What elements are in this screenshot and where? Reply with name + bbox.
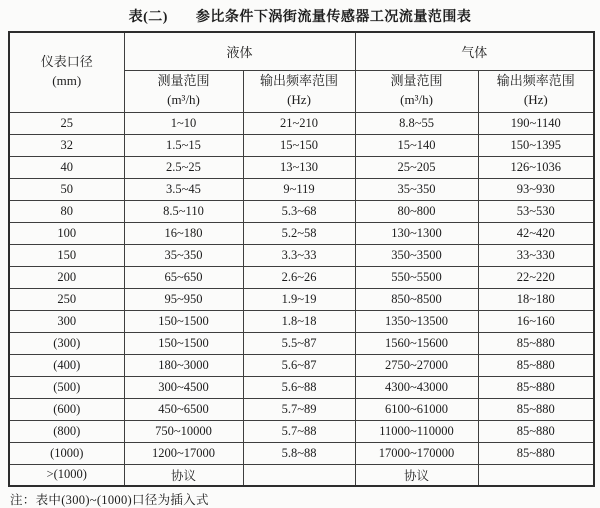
table-row xyxy=(9,266,594,288)
corner-header-line2: (mm) xyxy=(52,73,82,89)
cell-gas-freq xyxy=(478,464,594,486)
cell-gas-freq: 150~1395 xyxy=(478,134,594,156)
cell-gas-range: 35~350 xyxy=(355,178,478,200)
table-body xyxy=(9,112,594,486)
cell-liquid-freq: 5.5~87 xyxy=(243,332,355,354)
cell-gas-freq: 53~530 xyxy=(478,200,594,222)
cell-gas-range: 130~1300 xyxy=(355,222,478,244)
table-row xyxy=(9,288,594,310)
cell-gas-freq: 42~420 xyxy=(478,222,594,244)
table-row xyxy=(9,200,594,222)
subheader-label: 测量范围 xyxy=(390,73,443,89)
cell-gas-range: 17000~170000 xyxy=(355,442,478,464)
table-row xyxy=(9,464,594,486)
table-row xyxy=(9,376,594,398)
cell-diameter: (800) xyxy=(9,420,124,442)
group-header-liquid: 液体 xyxy=(124,32,355,70)
table-row xyxy=(9,442,594,464)
subheader-label: 测量范围 xyxy=(157,73,210,89)
cell-diameter: 300 xyxy=(9,310,124,332)
cell-liquid-range: 180~3000 xyxy=(124,354,243,376)
cell-liquid-freq: 9~119 xyxy=(243,178,355,200)
cell-liquid-freq: 5.3~68 xyxy=(243,200,355,222)
table-row xyxy=(9,244,594,266)
cell-diameter: (1000) xyxy=(9,442,124,464)
cell-liquid-range: 65~650 xyxy=(124,266,243,288)
flow-range-table xyxy=(8,31,595,487)
cell-gas-freq: 85~880 xyxy=(478,354,594,376)
cell-gas-freq: 85~880 xyxy=(478,332,594,354)
cell-gas-range: 6100~61000 xyxy=(355,398,478,420)
cell-diameter: 50 xyxy=(9,178,124,200)
subheader-liquid-range xyxy=(124,70,243,112)
cell-liquid-freq: 1.9~19 xyxy=(243,288,355,310)
cell-liquid-freq: 1.8~18 xyxy=(243,310,355,332)
cell-gas-range: 350~3500 xyxy=(355,244,478,266)
cell-gas-freq: 126~1036 xyxy=(478,156,594,178)
cell-diameter: 80 xyxy=(9,200,124,222)
cell-liquid-range: 450~6500 xyxy=(124,398,243,420)
cell-gas-range: 1560~15600 xyxy=(355,332,478,354)
cell-gas-freq: 16~160 xyxy=(478,310,594,332)
cell-liquid-range: 2.5~25 xyxy=(124,156,243,178)
cell-liquid-range: 1.5~15 xyxy=(124,134,243,156)
cell-gas-freq: 85~880 xyxy=(478,398,594,420)
footnote: 注：表中(300)~(1000)口径为插入式 xyxy=(10,493,209,507)
cell-liquid-range: 协议 xyxy=(124,464,243,486)
cell-gas-range: 协议 xyxy=(355,464,478,486)
cell-diameter: 150 xyxy=(9,244,124,266)
cell-liquid-range: 35~350 xyxy=(124,244,243,266)
cell-liquid-freq: 2.6~26 xyxy=(243,266,355,288)
cell-diameter: 100 xyxy=(9,222,124,244)
table-row xyxy=(9,134,594,156)
cell-diameter: (500) xyxy=(9,376,124,398)
cell-liquid-range: 750~10000 xyxy=(124,420,243,442)
cell-diameter: 32 xyxy=(9,134,124,156)
table-header xyxy=(9,32,594,112)
cell-gas-freq: 85~880 xyxy=(478,420,594,442)
cell-gas-range: 550~5500 xyxy=(355,266,478,288)
cell-liquid-range: 1200~17000 xyxy=(124,442,243,464)
subheader-unit: (m³/h) xyxy=(400,92,433,107)
cell-gas-freq: 190~1140 xyxy=(478,112,594,134)
cell-gas-freq: 85~880 xyxy=(478,376,594,398)
cell-liquid-freq: 5.6~87 xyxy=(243,354,355,376)
table-row xyxy=(9,156,594,178)
cell-diameter: 25 xyxy=(9,112,124,134)
subheader-unit: (Hz) xyxy=(287,92,311,107)
cell-gas-freq: 85~880 xyxy=(478,442,594,464)
cell-liquid-freq: 3.3~33 xyxy=(243,244,355,266)
table-title-text: 参比条件下涡街流量传感器工况流量范围表 xyxy=(195,10,472,25)
subheader-gas-freq xyxy=(478,70,594,112)
cell-liquid-freq: 5.7~89 xyxy=(243,398,355,420)
cell-liquid-freq: 5.6~88 xyxy=(243,376,355,398)
cell-gas-freq: 33~330 xyxy=(478,244,594,266)
cell-gas-range: 4300~43000 xyxy=(355,376,478,398)
table-row xyxy=(9,332,594,354)
cell-liquid-range: 16~180 xyxy=(124,222,243,244)
cell-gas-range: 15~140 xyxy=(355,134,478,156)
corner-header-diameter xyxy=(9,32,124,112)
cell-liquid-range: 3.5~45 xyxy=(124,178,243,200)
table-row xyxy=(9,178,594,200)
cell-diameter: >(1000) xyxy=(9,464,124,486)
table-row xyxy=(9,112,594,134)
table-row xyxy=(9,354,594,376)
group-header-gas: 气体 xyxy=(355,32,594,70)
cell-gas-range: 25~205 xyxy=(355,156,478,178)
cell-gas-range: 8.8~55 xyxy=(355,112,478,134)
cell-diameter: 40 xyxy=(9,156,124,178)
table-row xyxy=(9,420,594,442)
page-title xyxy=(0,6,600,26)
cell-gas-range: 2750~27000 xyxy=(355,354,478,376)
subheader-liquid-freq xyxy=(243,70,355,112)
cell-liquid-freq: 15~150 xyxy=(243,134,355,156)
cell-liquid-freq: 21~210 xyxy=(243,112,355,134)
cell-liquid-freq xyxy=(243,464,355,486)
cell-liquid-freq: 5.8~88 xyxy=(243,442,355,464)
cell-gas-freq: 18~180 xyxy=(478,288,594,310)
cell-diameter: (400) xyxy=(9,354,124,376)
cell-liquid-range: 1~10 xyxy=(124,112,243,134)
cell-liquid-range: 150~1500 xyxy=(124,310,243,332)
subheader-gas-range xyxy=(355,70,478,112)
cell-diameter: (300) xyxy=(9,332,124,354)
cell-diameter: 250 xyxy=(9,288,124,310)
cell-gas-freq: 93~930 xyxy=(478,178,594,200)
cell-liquid-range: 300~4500 xyxy=(124,376,243,398)
cell-gas-range: 850~8500 xyxy=(355,288,478,310)
cell-liquid-range: 150~1500 xyxy=(124,332,243,354)
cell-gas-freq: 22~220 xyxy=(478,266,594,288)
subheader-label: 输出频率范围 xyxy=(260,73,339,89)
cell-diameter: (600) xyxy=(9,398,124,420)
corner-header-line1: 仪表口径 xyxy=(40,54,93,70)
cell-gas-range: 1350~13500 xyxy=(355,310,478,332)
cell-liquid-range: 8.5~110 xyxy=(124,200,243,222)
subheader-unit: (m³/h) xyxy=(167,92,200,107)
subheader-unit: (Hz) xyxy=(523,92,548,107)
cell-liquid-freq: 13~130 xyxy=(243,156,355,178)
cell-diameter: 200 xyxy=(9,266,124,288)
table-index-label: 表(二) xyxy=(128,10,168,25)
table-row xyxy=(9,222,594,244)
cell-liquid-freq: 5.7~88 xyxy=(243,420,355,442)
table-row xyxy=(9,398,594,420)
cell-gas-range: 11000~110000 xyxy=(355,420,478,442)
cell-gas-range: 80~800 xyxy=(355,200,478,222)
subheader-label: 输出频率范围 xyxy=(496,73,575,89)
table-row xyxy=(9,310,594,332)
cell-liquid-range: 95~950 xyxy=(124,288,243,310)
cell-liquid-freq: 5.2~58 xyxy=(243,222,355,244)
